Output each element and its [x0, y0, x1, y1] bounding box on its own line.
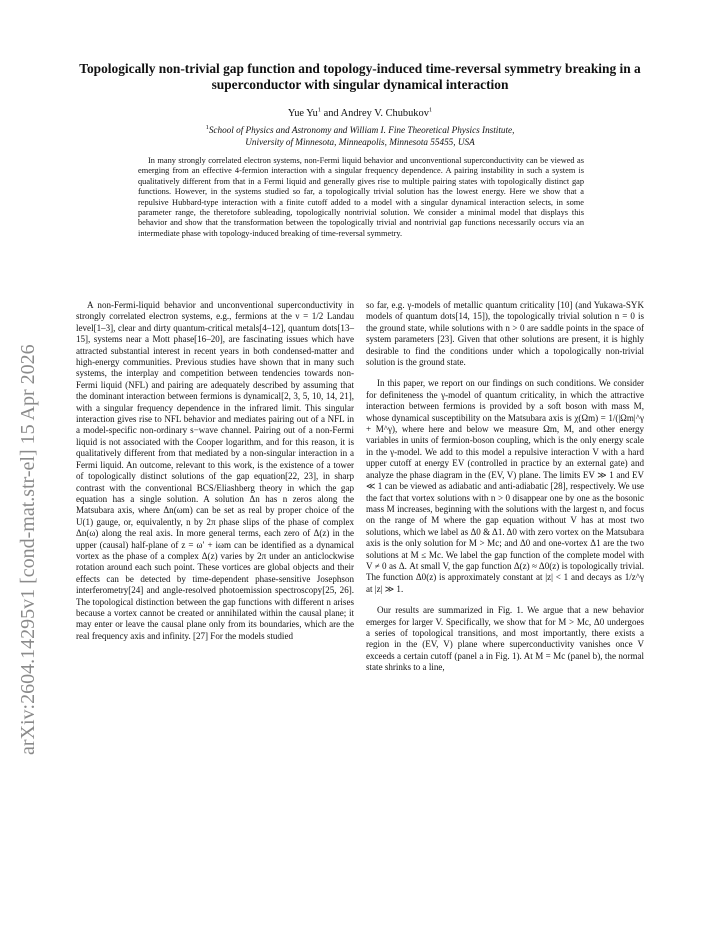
author-affiliation-mark: 1 — [317, 106, 322, 114]
affiliation-line-1: School of Physics and Astronomy and William I. Fine Theoretical Physics Institute, — [208, 125, 515, 135]
author-separator: and — [321, 108, 341, 119]
arxiv-stamp-text: arXiv:2604.14295v1 [cond-mat.str-el] 15 Apr 2026 — [17, 344, 39, 755]
affiliation-block — [60, 124, 660, 148]
paper-title: Topologically non-trivial gap function and topology-induced time-reversal symmetry breaking in a superconductor with singular dynamical interaction — [79, 61, 641, 92]
affiliation-mark: 1 — [205, 123, 209, 131]
body-paragraph: A non-Fermi-liquid behavior and unconventional superconductivity in strongly correlated electron systems, e.g., fermions at the ν = 1/2 Landau level[1–3], clear and dirty quantum-critical metals[4–12], quantum dots[13–15], systems near a Mott phase[16–20], are fascinating issues which have attracted substantial interest in recent years in both condensed-matter and high-energy communities. Previous studies have shown that in many such systems, the interplay and competition between tendencies towards non-Fermi liquid (NFL) and pairing are adequately described by assuming that the dominant interaction between fermions is dynamical[2, 3, 5, 10, 14, 21], with a singular frequency dependence in the infrared limit. This singular interaction gives rise to NFL behavior and mediates pairing out of a NFL in a model-specific non-ordinary s−wave channel. Pairing out of a non-Fermi liquid is not associated with the Cooper logarithm, and for this reason, it is qualitatively different from that mediated by a non-singular interaction in a Fermi liquid. An outcome, relevant to this work, is the existence of a tower of topologically distinct solutions of the gap equation[22, 23], in sharp contrast with the conventional BCS/Eliashberg theory in which the gap equation has a single solution. A solution Δn has n zeros along the Matsubara axis, where Δn(ωm) can be set as real by proper choice of the U(1) gauge, or, equivalently, n by 2π phase slips of the phase of complex Δn(ω) along the real axis. In more general terms, each zero of Δ(z) in the upper (causal) half-plane of z = ω′ + iωm can be identified as a dynamical vortex as the phase of a complex Δ(z) varies by 2π under an anticlockwise rotation around each such point. These vortices are global objects and their effects can be detected by time-dependent phase-sensitive Josephson interferometry[24] and angle-resolved photoemission spectroscopy[25, 26]. The topological distinction between the gap functions with different n arises because a vortex cannot be created or annihilated within the causal plane; it may enter or leave the causal plane only from its boundaries, which are the real frequency axis and infinity. [27] For the models studied — [76, 300, 354, 641]
author-affiliation-mark: 1 — [428, 106, 433, 114]
body-paragraph: so far, e.g. γ-models of metallic quantum criticality [10] (and Yukawa-SYK models of quantum dots[14, 15]), the topologically trivial solution n = 0 is the ground state, while solutions with n > 0 are saddle points in the space of system parameters [23]. Given that other solutions are present, it is highly desirable to find the conditions under which a topologically non-trivial solution is the ground state. — [366, 300, 644, 368]
right-column — [366, 300, 644, 674]
author-name: Yue Yu — [287, 108, 318, 119]
affiliation-line-2: University of Minnesota, Minneapolis, Minnesota 55455, USA — [245, 137, 475, 147]
body-paragraph: In this paper, we report on our findings on such conditions. We consider for definiteness the γ-model of quantum criticality, in which the attractive interaction between fermions is provided by a soft boson with mass M, whose dynamical susceptibility on the Matsubara axis is χ(Ωm) = 1/(|Ωm|^γ + M^γ), where here and below we measure Ωm, M, and other energy variables in units of fermion-boson coupling, which is the only energy scale in the γ-model. We add to this model a repulsive interaction V with a hard upper cutoff at energy EV (controlled in practice by an external gate) and analyze the phase diagram in the (EV, V) plane. The limits EV ≫ 1 and EV ≪ 1 can be viewed as adiabatic and anti-adiabatic [28], respectively. We use the fact that vortex solutions with n > 0 disappear one by one as the bosonic mass M increases, beginning with the solutions with the largest n, and focus on the range of M where the gap equation without V has at most two solutions, which we label as Δ0 & Δ1. Δ0 with zero vortex on the Matsubara axis is the only solution for M > Mc; and Δ0 and one-vortex Δ1 are the two solutions at M ≤ Mc. We label the gap function of the complete model with V ≠ 0 as Δ. At small V, the gap function Δ(z) ≈ Δ0(z) is topologically trivial. The function Δ0(z) is approximately constant at |z| < 1 and decays as 1/z^γ at |z| ≫ 1. — [366, 378, 644, 594]
arxiv-identifier-stamp — [8, 200, 44, 760]
body-paragraph: Our results are summarized in Fig. 1. We argue that a new behavior emerges for larger V. Specifically, we show that for M > Mc, Δ0 undergoes a series of topological transitions, and most importantly, there exists a region in the (EV, V) plane where superconductivity vanishes once V exceeds a certain cutoff (panel a in Fig. 1). At M = Mc (panel b), the normal state shrinks to a line, — [366, 605, 644, 673]
author-name: Andrey V. Chubukov — [340, 108, 429, 119]
left-column — [76, 300, 354, 642]
author-line — [60, 107, 660, 120]
abstract: In many strongly correlated electron systems, non-Fermi liquid behavior and unconventional superconductivity can be viewed as emerging from an effective 4-fermion interaction with a singular frequency dependence. A pairing instability in such a system is qualitatively different from that in a Fermi liquid and generally gives rise to multiple pairing states with topologically distinct gap functions. However, in the systems studied so far, a topologically trivial solution has the lowest energy. Here we show that a repulsive Hubbard-type interaction with a finite cutoff added to a model with a singular dynamical interaction selects, in some parameter range, the theretofore subleading, topologically nontrivial solution. We consider a minimal model that displays this behavior and show that the transformation between the topologically trivial and nontrivial gap functions necessarily occurs via an intermediate phase with topology-induced breaking of time-reversal symmetry. — [138, 156, 584, 238]
